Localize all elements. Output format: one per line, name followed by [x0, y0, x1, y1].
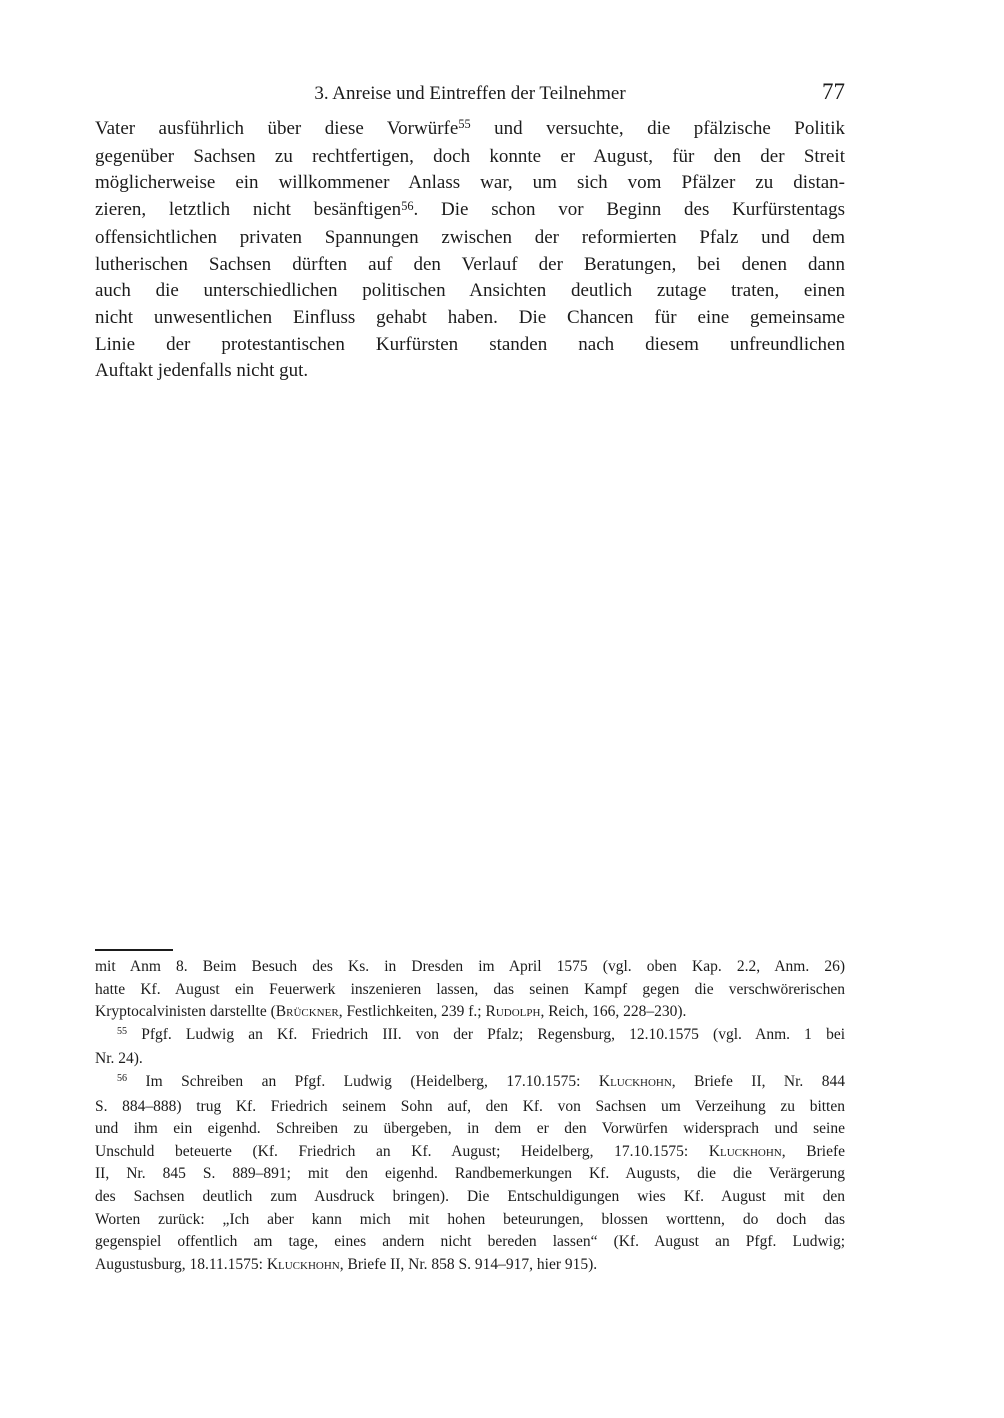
text-run: , Reich, 166, 228–230).	[540, 1003, 687, 1021]
text-run: II, Nr. 845 S. 889–891; mit den eigenhd. Randbemerkungen Kf. Augusts, die die Verärgerung	[95, 1165, 845, 1183]
body-text-line	[95, 252, 845, 279]
small-caps-name: Kluckhohn	[708, 1142, 782, 1160]
body-text-line	[95, 197, 845, 225]
footnote-line	[95, 1163, 845, 1186]
footnote-marker: 56	[117, 1073, 128, 1085]
text-run: hatte Kf. August ein Feuerwerk inszenieren lassen, das seinen Kampf gegen die verschwörerischen	[95, 980, 845, 998]
small-caps-name: Rudolph	[485, 1003, 541, 1021]
body-text-line	[95, 170, 845, 197]
text-run: Augustusburg, 18.11.1575:	[95, 1255, 267, 1273]
text-run: Pfgf. Ludwig an Kf. Friedrich III. von der Pfalz; Regensburg, 12.10.1575 (vgl. Anm. 1 bei	[127, 1025, 845, 1043]
footnote-line	[95, 1071, 845, 1096]
text-run: lutherischen Sachsen dürften auf den Verlauf der Beratungen, bei denen dann	[95, 253, 845, 275]
footnote-line	[95, 1048, 845, 1071]
text-run: mit Anm 8. Beim Besuch des Ks. in Dresden im April 1575 (vgl. oben Kap. 2.2, Anm. 26)	[95, 958, 845, 975]
text-run: , Briefe II, Nr. 844	[671, 1072, 845, 1090]
text-run: und versuchte, die pfälzische Politik	[470, 118, 845, 139]
body-text	[95, 116, 845, 385]
page-number: 77	[822, 79, 845, 104]
text-run: Worten zurück: „Ich aber kann mich mit hohen beteurungen, blossen worttenn, do doch das	[95, 1210, 845, 1228]
footnotes	[95, 956, 845, 1276]
text-run: möglicherweise ein willkommener Anlass war, um sich vom Pfälzer zu distan-	[95, 172, 845, 194]
text-run: . Die schon vor Beginn des Kurfürstentags	[413, 199, 846, 221]
footnote-line	[95, 1186, 845, 1209]
text-run: und ihm ein eigenhd. Schreiben zu übergeben, in dem er den Vorwürfen widersprach und seine	[95, 1120, 845, 1138]
text-run: des Sachsen deutlich zum Ausdruck bringen). Die Entschuldigungen wies Kf. August mit den	[95, 1187, 845, 1205]
text-run: S. 884–888) trug Kf. Friedrich seinem Sohn auf, den Kf. von Sachsen um Verzeihung zu bitten	[95, 1097, 845, 1115]
text-run: Kryptocalvinisten darstellte (	[95, 1003, 276, 1021]
body-text-line	[95, 305, 845, 332]
text-run: , Briefe	[781, 1142, 845, 1160]
small-caps-name: Kluckhohn	[266, 1255, 340, 1273]
footnote-marker: 56	[401, 198, 414, 213]
footnote-marker: 55	[117, 1026, 128, 1038]
text-run: auch die unterschiedlichen politischen Ansichten deutlich zutage traten, einen	[95, 280, 845, 302]
body-text-line	[95, 144, 845, 171]
text-run: zieren, letztlich nicht besänftigen	[95, 199, 402, 221]
text-run: Linie der protestantischen Kurfürsten standen nach diesem unfreundlichen	[95, 333, 845, 355]
text-run: Unschuld beteuerte (Kf. Friedrich an Kf. August; Heidelberg, 17.10.1575:	[95, 1142, 709, 1160]
body-text-line	[95, 358, 845, 385]
text-run: nicht unwesentlichen Einfluss gehabt haben. Die Chancen für eine gemeinsame	[95, 306, 845, 328]
footnote-separator	[95, 949, 173, 951]
text-run: gegenspiel offentlich am tage, eines andern nicht bereden lassen“ (Kf. August an Pfgf. Ludwig;	[95, 1233, 845, 1251]
body-text-line	[95, 116, 845, 144]
footnote-line	[95, 956, 845, 979]
footnote-line	[95, 1096, 845, 1119]
running-title: 3. Anreise und Eintreffen der Teilnehmer	[314, 83, 626, 104]
footnote-line	[95, 1118, 845, 1141]
body-text-line	[95, 332, 845, 359]
text-run: Nr. 24).	[95, 1050, 143, 1068]
text-run: offensichtlichen privaten Spannungen zwischen der reformierten Pfalz und dem	[95, 226, 845, 248]
footnote-line	[95, 1254, 845, 1277]
body-text-line	[95, 278, 845, 305]
running-header	[95, 79, 845, 108]
text-run: Vater ausführlich über diese Vorwürfe	[95, 118, 459, 139]
small-caps-name: Kluckhohn	[598, 1072, 672, 1090]
footnote-line	[95, 1141, 845, 1164]
text-run: , Festlichkeiten, 239 f.;	[338, 1003, 486, 1021]
footnote-marker: 55	[458, 117, 471, 132]
text-run: Auftakt jedenfalls nicht gut.	[95, 360, 309, 382]
text-run: gegenüber Sachsen zu rechtfertigen, doch konnte er August, für den der Streit	[95, 145, 845, 167]
footnote-line	[95, 1001, 845, 1024]
footnote-line	[95, 1024, 845, 1049]
text-run: , Briefe II, Nr. 858 S. 914–917, hier 915).	[339, 1255, 598, 1273]
body-text-line	[95, 225, 845, 252]
text-run: Im Schreiben an Pfgf. Ludwig (Heidelberg, 17.10.1575:	[127, 1072, 599, 1090]
footnote-line	[95, 979, 845, 1002]
small-caps-name: Brückner	[275, 1003, 339, 1021]
footnote-line	[95, 1209, 845, 1232]
footnote-line	[95, 1231, 845, 1254]
